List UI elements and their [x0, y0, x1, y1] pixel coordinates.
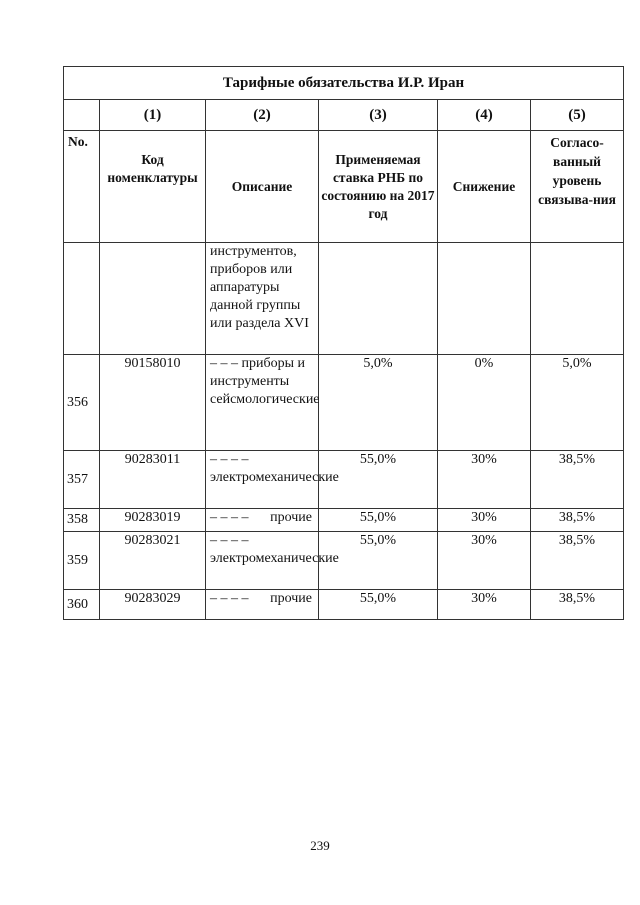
- header-no: No.: [64, 131, 100, 243]
- tariff-code: 90283021: [100, 532, 206, 590]
- empty-cell: [438, 243, 531, 355]
- reduction: 30%: [438, 532, 531, 590]
- header-row: [64, 131, 624, 243]
- column-number: (2): [206, 100, 319, 131]
- bound-rate: 38,5%: [531, 532, 624, 590]
- row-number: 358: [64, 509, 100, 532]
- header-reduction: Снижение: [438, 131, 531, 243]
- column-number: (5): [531, 100, 624, 131]
- table-row: [64, 590, 624, 620]
- tariff-code: 90283019: [100, 509, 206, 532]
- bound-rate: 38,5%: [531, 590, 624, 620]
- column-number: (1): [100, 100, 206, 131]
- table-row: [64, 451, 624, 509]
- applied-rate: 55,0%: [319, 509, 438, 532]
- tariff-code: 90283011: [100, 451, 206, 509]
- page-number: 239: [310, 838, 330, 853]
- row-description: – – – – электромеханические: [206, 451, 319, 509]
- applied-rate: 5,0%: [319, 355, 438, 451]
- column-number-row: [64, 100, 624, 131]
- table-row: [64, 532, 624, 590]
- bound-rate: 38,5%: [531, 451, 624, 509]
- description-dash: – – – –: [210, 591, 249, 606]
- applied-rate: 55,0%: [319, 451, 438, 509]
- tariff-code: 90283029: [100, 590, 206, 620]
- row-description: [206, 590, 319, 620]
- tariff-table: [63, 66, 624, 620]
- column-number: (4): [438, 100, 531, 131]
- header-code: Код номенклатуры: [107, 152, 198, 185]
- description-word: прочие: [270, 510, 312, 525]
- empty-cell: [531, 243, 624, 355]
- header-description: Описание: [206, 131, 319, 243]
- bound-rate: 38,5%: [531, 509, 624, 532]
- empty-cell: [319, 243, 438, 355]
- column-number: (3): [319, 100, 438, 131]
- description-dash: – – – –: [210, 510, 249, 525]
- reduction: 30%: [438, 451, 531, 509]
- row-number: 360: [64, 590, 100, 620]
- header-bound-rate: Согласо-ванный уровень связыва-ния: [538, 135, 616, 207]
- reduction: 30%: [438, 509, 531, 532]
- table-title: Тарифные обязательства И.Р. Иран: [64, 67, 624, 100]
- description-word: прочие: [270, 591, 312, 606]
- reduction: 30%: [438, 590, 531, 620]
- header-code-cell: [100, 131, 206, 243]
- table-row: [64, 355, 624, 451]
- empty-cell: [64, 100, 100, 131]
- applied-rate: 55,0%: [319, 532, 438, 590]
- row-number: 356: [64, 355, 100, 451]
- empty-cell: [64, 243, 100, 355]
- empty-cell: [100, 243, 206, 355]
- header-bound-cell: [531, 131, 624, 243]
- row-description: [206, 509, 319, 532]
- continuation-description: инструментов, приборов или аппаратуры данной группы или раздела XVI: [206, 243, 319, 355]
- header-applied-rate: Применяемая ставка РНБ по состоянию на 2017 год: [319, 131, 438, 243]
- reduction: 0%: [438, 355, 531, 451]
- row-description: – – – – электромеханические: [206, 532, 319, 590]
- table-row: [64, 243, 624, 355]
- row-description: – – – приборы и инструменты сейсмологические: [206, 355, 319, 451]
- row-number: 357: [64, 451, 100, 509]
- bound-rate: 5,0%: [531, 355, 624, 451]
- applied-rate: 55,0%: [319, 590, 438, 620]
- row-number: 359: [64, 532, 100, 590]
- table-row: [64, 509, 624, 532]
- tariff-code: 90158010: [100, 355, 206, 451]
